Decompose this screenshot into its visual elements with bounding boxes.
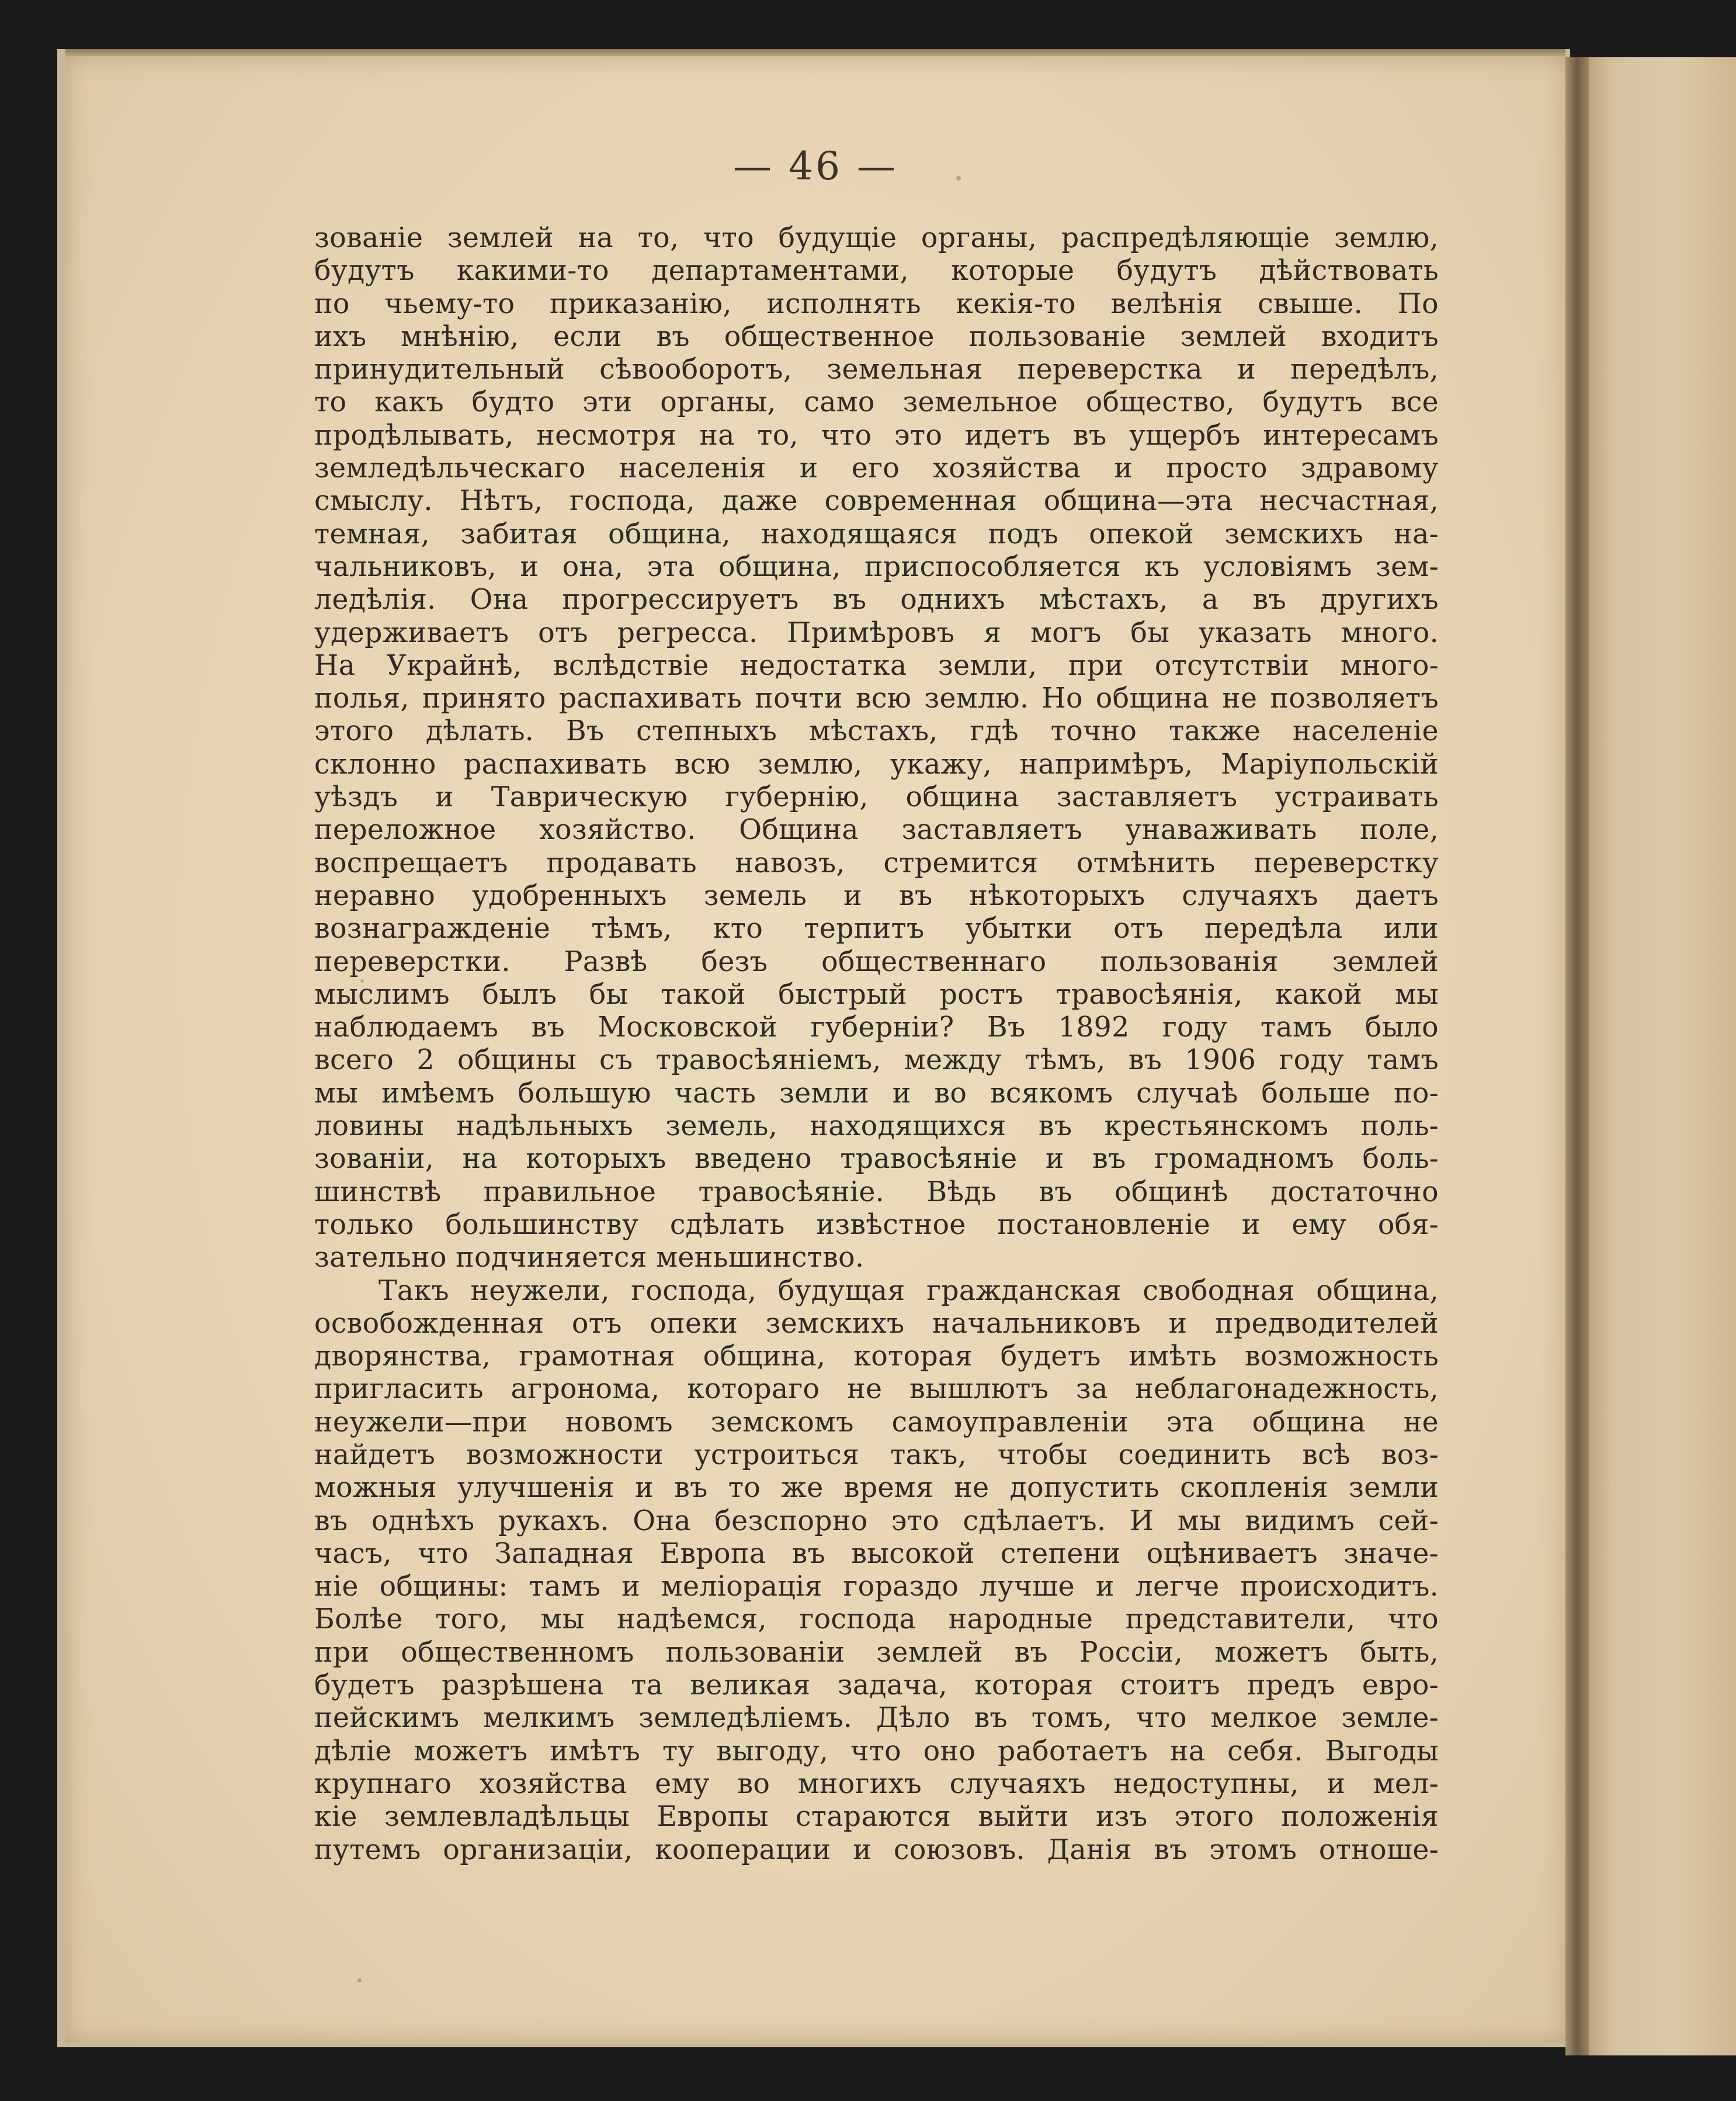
text-line: будетъ разрѣшена та великая задача, которая стоитъ предъ евро- <box>314 1669 1439 1702</box>
text-line: ледѣлія. Она прогрессируетъ въ однихъ мѣстахъ, а въ другихъ <box>314 584 1439 616</box>
text-line: будутъ какими-то департаментами, которые будутъ дѣйствовать <box>314 255 1439 287</box>
text-line: шинствѣ правильное травосѣяніе. Вѣдь въ общинѣ достаточно <box>314 1176 1439 1208</box>
book-gutter <box>1565 57 1589 2055</box>
text-line: только большинству сдѣлать извѣстное постановленіе и ему обя- <box>314 1208 1439 1241</box>
text-line: зательно подчиняется меньшинство. <box>314 1242 864 1274</box>
text-line: дѣліе можетъ имѣтъ ту выгоду, что оно работаетъ на себя. Выгоды <box>314 1735 1439 1767</box>
text-line: На Украйнѣ, вслѣдствіе недостатка земли, при отсутствіи много- <box>314 649 1439 682</box>
text-line: воспрещаетъ продавать навозъ, стремится отмѣнить переверстку <box>314 847 1439 879</box>
text-line: уѣздъ и Таврическую губернію, община заставляетъ устраивать <box>314 781 1439 814</box>
text-line: продѣлывать, несмотря на то, что это идетъ въ ущербъ интересамъ <box>314 419 1439 452</box>
text-line: переложное хозяйство. Община заставляетъ унаваживать поле, <box>314 814 1439 847</box>
text-line: мыслимъ былъ бы такой быстрый ростъ травосѣянія, какой мы <box>314 978 1439 1011</box>
text-line: то какъ будто эти органы, само земельное общество, будутъ все <box>314 386 1439 419</box>
text-line: зованіи, на которыхъ введено травосѣяніе и въ громадномъ боль- <box>314 1143 1439 1176</box>
text-line: всего 2 общины съ травосѣяніемъ, между тѣмъ, въ 1906 году тамъ <box>314 1044 1439 1077</box>
text-line: Такъ неужели, господа, будущая гражданская свободная община, <box>379 1274 1439 1307</box>
text-line: вознагражденіе тѣмъ, кто терпитъ убытки отъ передѣла или <box>314 913 1439 945</box>
text-line: при общественномъ пользованіи землей въ Россіи, можетъ быть, <box>314 1636 1439 1669</box>
text-line: можныя улучшенія и въ то же время не допустить скопленія земли <box>314 1472 1439 1504</box>
page-body-text <box>314 222 1439 1867</box>
text-line: найдетъ возможности устроиться такъ, чтобы соединить всѣ воз- <box>314 1438 1439 1471</box>
text-line: смыслу. Нѣтъ, господа, даже современная община—эта несчастная, <box>314 485 1439 518</box>
text-line: ніе общины: тамъ и меліорація гораздо лучше и легче происходитъ. <box>314 1570 1439 1603</box>
text-line: мы имѣемъ большую часть земли и во всякомъ случаѣ больше по- <box>314 1077 1439 1110</box>
text-line: склонно распахивать всю землю, укажу, напримѣръ, Маріупольскій <box>314 748 1439 781</box>
text-line: неравно удобренныхъ земель и въ нѣкоторыхъ случаяхъ даетъ <box>314 879 1439 912</box>
text-line: пригласить агронома, котораго не вышлютъ за неблагонадежность, <box>314 1373 1439 1406</box>
text-line: въ однѣхъ рукахъ. Она безспорно это сдѣлаетъ. И мы видимъ сей- <box>314 1504 1439 1537</box>
facing-page-edge <box>1586 57 1736 2055</box>
text-line: переверстки. Развѣ безъ общественнаго пользованія землей <box>314 945 1439 978</box>
text-line: ловины надѣльныхъ земель, находящихся въ крестьянскомъ поль- <box>314 1110 1439 1143</box>
paper-speck <box>956 176 961 181</box>
text-line: удерживаетъ отъ регресса. Примѣровъ я могъ бы указать много. <box>314 616 1439 649</box>
text-line: ихъ мнѣнію, если въ общественное пользованіе землей входитъ <box>314 320 1439 353</box>
text-line: дворянства, грамотная община, которая будетъ имѣть возможность <box>314 1340 1439 1373</box>
text-line: темная, забитая община, находящаяся подъ опекой земскихъ на- <box>314 518 1439 550</box>
text-line: принудительный сѣвооборотъ, земельная переверстка и передѣлъ, <box>314 353 1439 386</box>
text-line: наблюдаемъ въ Московской губерніи? Въ 1892 году тамъ было <box>314 1011 1439 1044</box>
text-line: Болѣе того, мы надѣемся, господа народные представители, что <box>314 1603 1439 1636</box>
text-line: неужели—при новомъ земскомъ самоуправленіи эта община не <box>314 1406 1439 1438</box>
text-line: чальниковъ, и она, эта община, приспособляется къ условіямъ зем- <box>314 550 1439 583</box>
text-line: зованіе землей на то, что будущіе органы, распредѣляющіе землю, <box>314 222 1439 254</box>
text-line: часъ, что Западная Европа въ высокой степени оцѣниваетъ значе- <box>314 1537 1439 1570</box>
text-line: освобожденная отъ опеки земскихъ начальниковъ и предводителей <box>314 1307 1439 1340</box>
text-line: пейскимъ мелкимъ земледѣліемъ. Дѣло въ томъ, что мелкое земле- <box>314 1702 1439 1735</box>
text-line: путемъ организаціи, кооперации и союзовъ. Данія въ этомъ отноше- <box>314 1833 1439 1866</box>
text-line: по чьему-то приказанію, исполнять кекія-то велѣнія свыше. По <box>314 287 1439 320</box>
text-line: полья, принято распахивать почти всю землю. Но община не позволяетъ <box>314 682 1439 715</box>
text-line: крупнаго хозяйства ему во многихъ случаяхъ недоступны, и мел- <box>314 1767 1439 1800</box>
text-line: земледѣльческаго населенія и его хозяйства и просто здравому <box>314 452 1439 485</box>
paper-speck <box>357 1978 362 1982</box>
page-number: — 46 — <box>733 144 898 189</box>
text-line: кіе землевладѣльцы Европы стараются выйти изъ этого положенія <box>314 1801 1439 1833</box>
text-line: этого дѣлать. Въ степныхъ мѣстахъ, гдѣ точно также населеніе <box>314 715 1439 748</box>
